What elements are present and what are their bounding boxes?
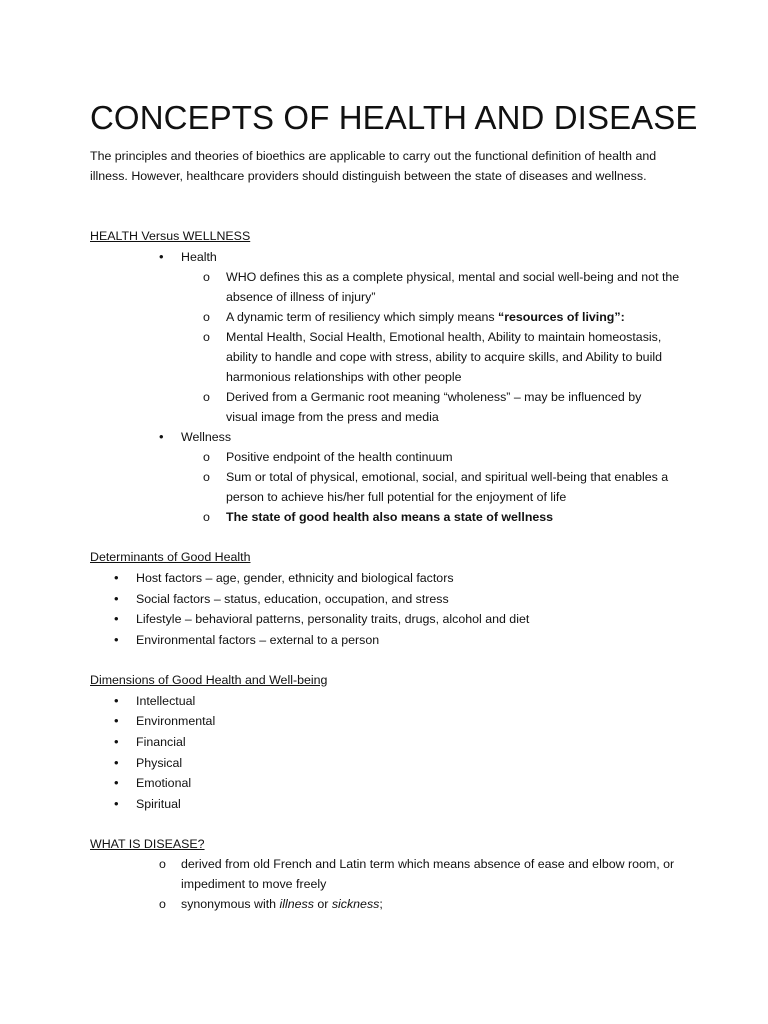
list-item-text: Financial: [136, 735, 186, 749]
list-item-text: Intellectual: [136, 694, 196, 708]
bullet-marker: •: [159, 429, 164, 444]
list-item: [136, 773, 191, 793]
list-item: [136, 630, 379, 650]
list-item-label: Health: [181, 250, 217, 264]
circle-marker: o: [203, 310, 210, 324]
list-item-text: Environmental factors – external to a person: [136, 633, 380, 647]
circle-marker: o: [203, 330, 210, 344]
list-item: [136, 753, 182, 773]
list-item: [226, 467, 681, 507]
list-item-text: Lifestyle – behavioral patterns, personality traits, drugs, alcohol and diet: [136, 612, 530, 626]
bullet-marker: •: [159, 249, 164, 264]
list-item: [226, 507, 681, 527]
list-item: [136, 711, 215, 731]
circle-marker: o: [203, 470, 210, 484]
section-heading-dimensions: Dimensions of Good Health and Well-being: [90, 673, 328, 687]
circle-marker: o: [203, 390, 210, 404]
list-item-text: Physical: [136, 756, 183, 770]
list-item: [136, 609, 529, 629]
list-item-label: Wellness: [181, 430, 232, 444]
circle-marker: o: [203, 510, 210, 524]
bullet-marker: •: [114, 713, 119, 728]
circle-marker: o: [159, 857, 166, 871]
bullet-marker: •: [114, 591, 119, 606]
list-item: [226, 387, 671, 427]
list-item: [136, 794, 181, 814]
list-item-text: Social factors – status, education, occupation, and stress: [136, 592, 449, 606]
list-item: [226, 447, 681, 467]
list-item-text: Environmental: [136, 714, 216, 728]
list-item: [181, 894, 681, 914]
section-heading-determinants: Determinants of Good Health: [90, 550, 251, 564]
list-item-text: ;: [379, 897, 383, 911]
list-item: [136, 732, 186, 752]
list-item: [136, 589, 449, 609]
list-item-text: Spiritual: [136, 797, 181, 811]
section-heading-what-is-disease: WHAT IS DISEASE?: [90, 837, 205, 851]
bullet-marker: •: [114, 796, 119, 811]
list-item-text: Derived from a Germanic root meaning “wholeness” – may be influenced by visual image from the press and media: [226, 390, 642, 424]
intro-paragraph: The principles and theories of bioethics are applicable to carry out the functional definition of health and illness. However, healthcare providers should distinguish between the state of diseases and wellness.: [90, 149, 657, 183]
list-item: [136, 691, 195, 711]
list-item: [226, 267, 681, 307]
bullet-marker: •: [114, 611, 119, 626]
list-item-health: [181, 247, 217, 267]
list-item-text: Emotional: [136, 776, 192, 790]
list-item-text: Host factors – age, gender, ethnicity and biological factors: [136, 571, 454, 585]
list-item-text: or: [313, 897, 332, 911]
bullet-marker: •: [114, 734, 119, 749]
list-item-text: Mental Health, Social Health, Emotional health, Ability to maintain homeostasis, ability to handle and cope with stress, ability to acquire skills, and Ability to build harmonious relationships with other people: [226, 330, 662, 384]
circle-marker: o: [159, 897, 166, 911]
list-item-bold-text: The state of good health also means a state of wellness: [226, 510, 554, 524]
list-item: [136, 568, 454, 588]
list-item-text: A dynamic term of resiliency which simply means: [226, 310, 498, 324]
circle-marker: o: [203, 450, 210, 464]
bullet-marker: •: [114, 775, 119, 790]
list-item: [181, 854, 681, 894]
list-item-italic-text: illness: [279, 897, 314, 911]
list-item-text: derived from old French and Latin term which means absence of ease and elbow room, or impediment to move freely: [181, 857, 675, 891]
bullet-marker: •: [114, 693, 119, 708]
list-item-italic-text: sickness: [331, 897, 380, 911]
list-item-text: Positive endpoint of the health continuum: [226, 450, 453, 464]
bullet-marker: •: [114, 755, 119, 770]
list-item-text: synonymous with: [181, 897, 280, 911]
section-heading-health-vs-wellness: HEALTH Versus WELLNESS: [90, 229, 251, 243]
list-item-text: Sum or total of physical, emotional, social, and spiritual well-being that enables a person to achieve his/her full potential for the enjoyment of life: [226, 470, 669, 504]
bullet-marker: •: [114, 570, 119, 585]
list-item: [226, 307, 681, 327]
bullet-marker: •: [114, 632, 119, 647]
circle-marker: o: [203, 270, 210, 284]
list-item-text: WHO defines this as a complete physical, mental and social well-being and not the absence of illness of injury”: [226, 270, 680, 304]
document-title: CONCEPTS OF HEALTH AND DISEASE: [90, 99, 698, 136]
list-item-bold-text: “resources of living”:: [498, 310, 625, 324]
list-item: [226, 327, 681, 387]
list-item-wellness: [181, 427, 231, 447]
